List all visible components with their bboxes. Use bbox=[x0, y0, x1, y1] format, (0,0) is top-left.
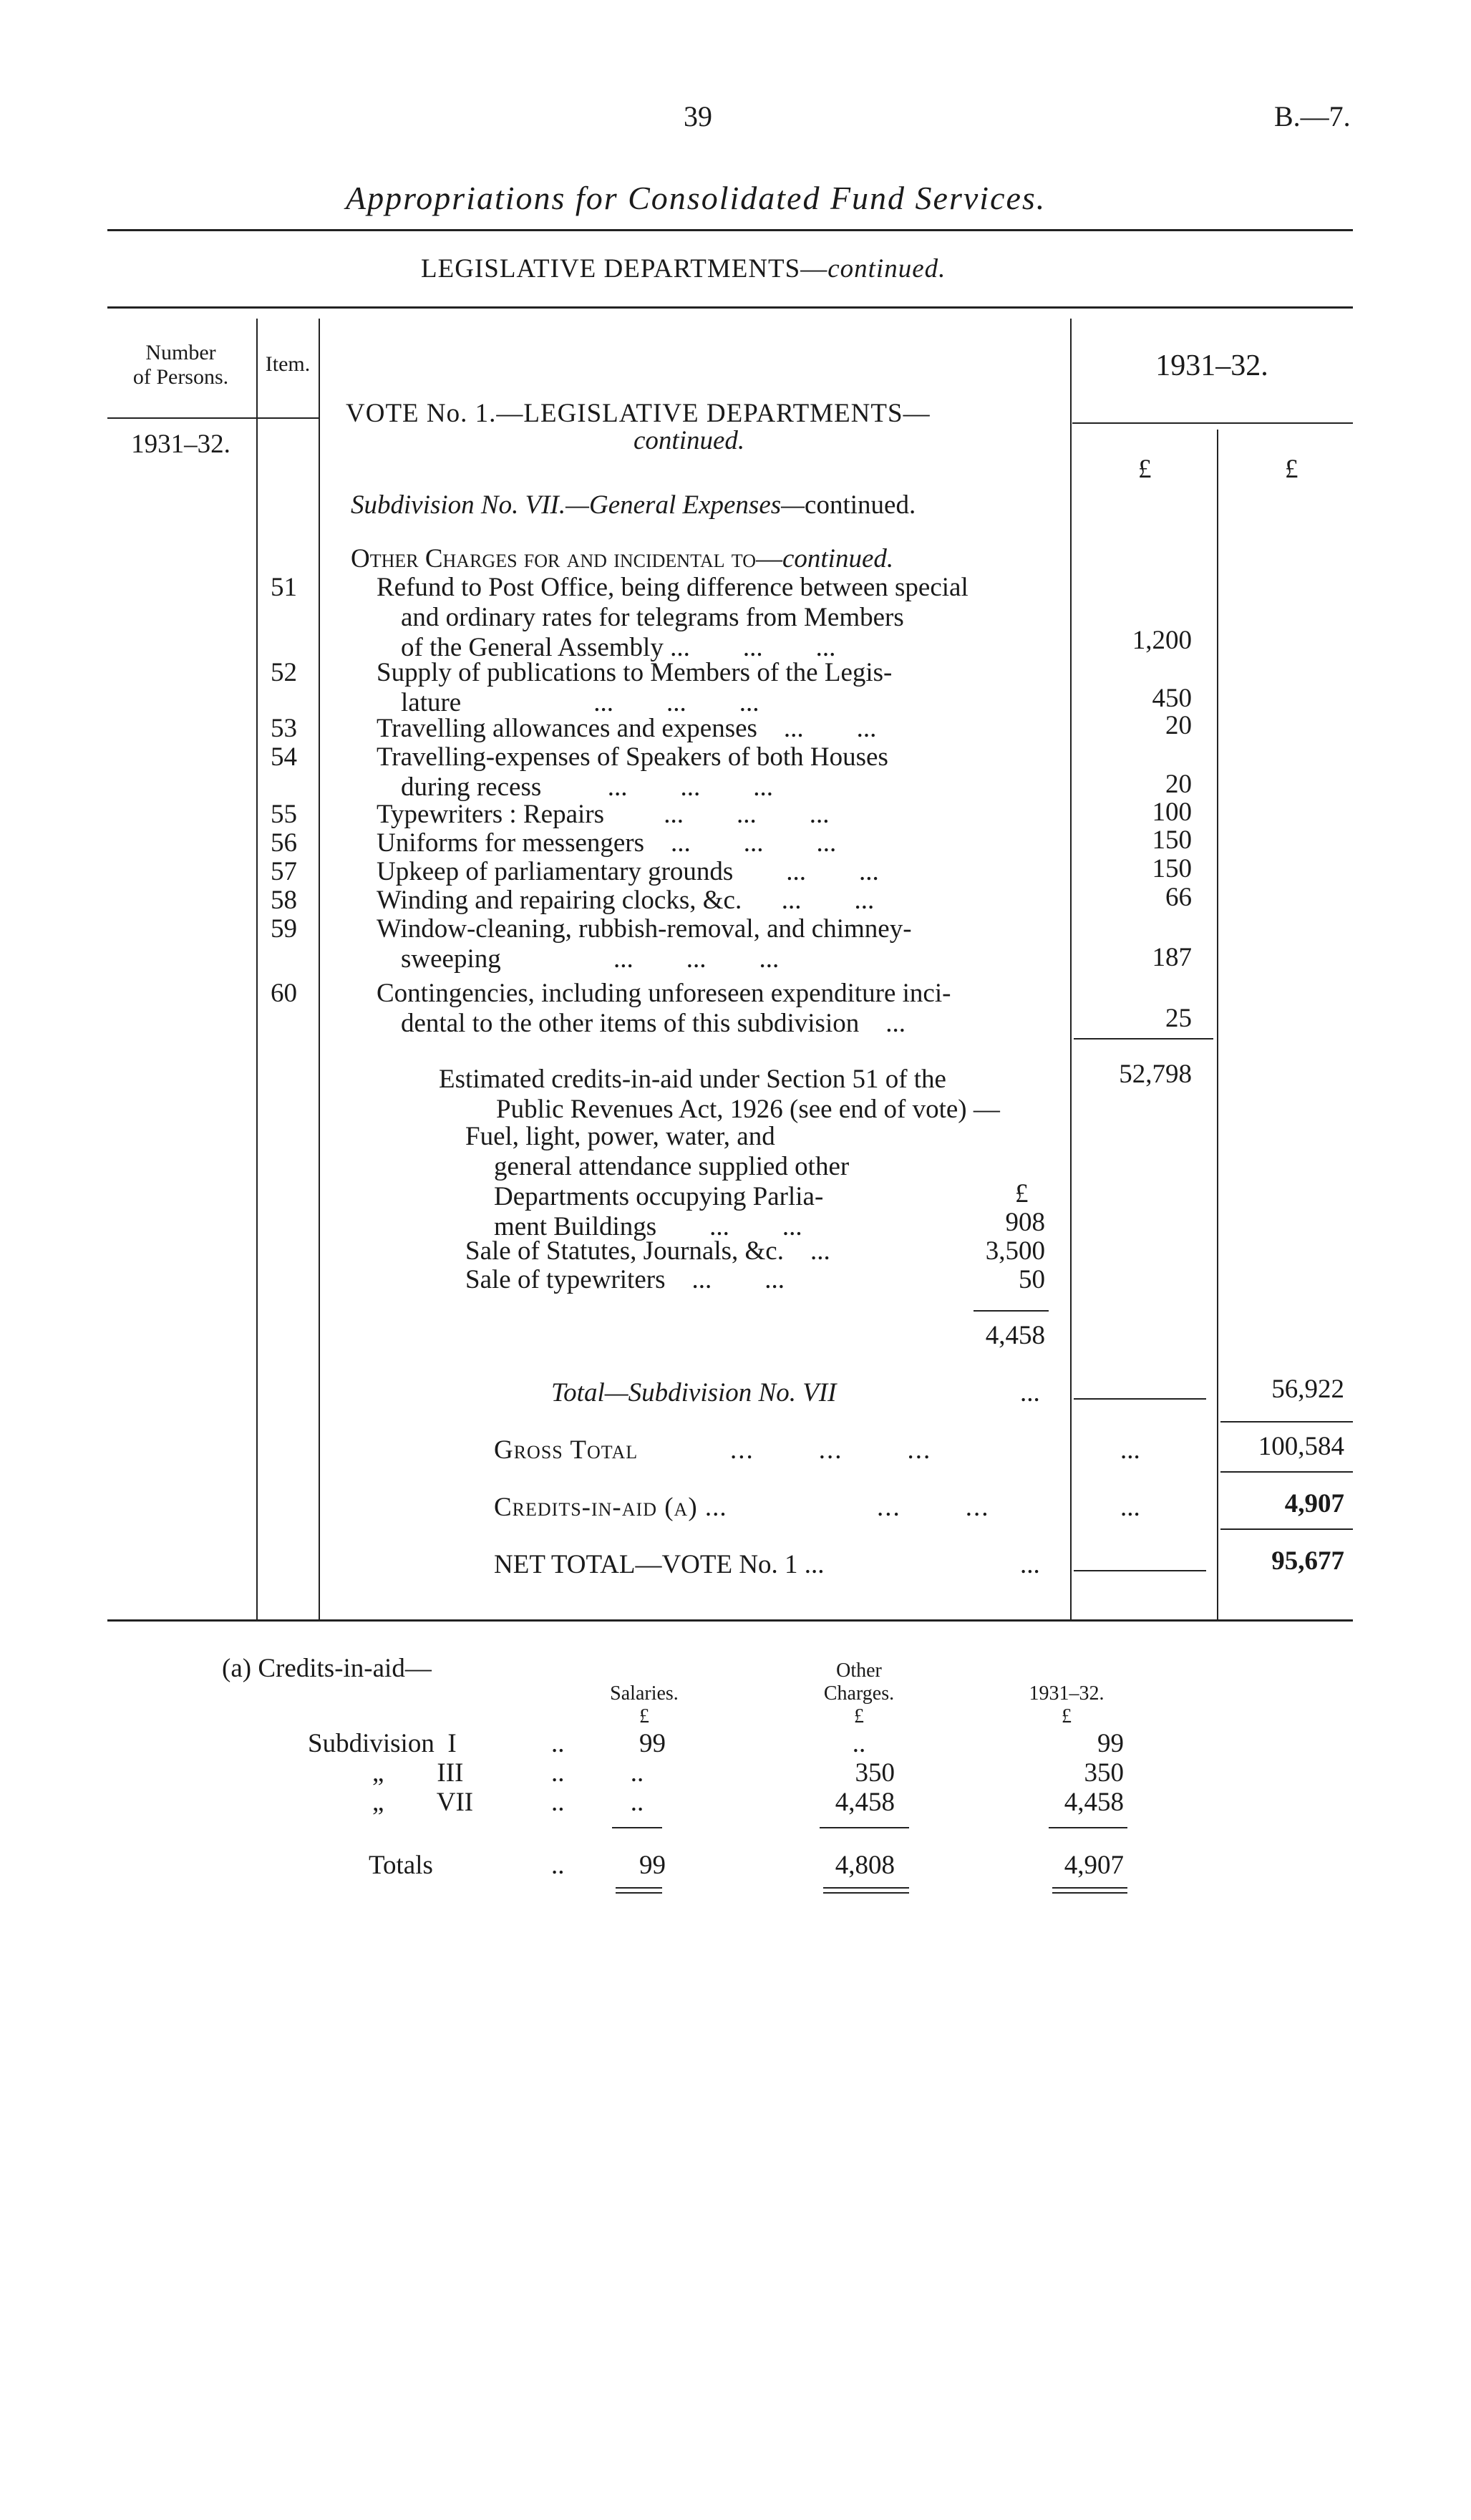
footnote-row-sep: .. bbox=[551, 1758, 565, 1788]
footnote-col-other: Other Charges. bbox=[823, 1659, 895, 1705]
item-description: Winding and repairing clocks, &c. ... ... bbox=[377, 886, 875, 915]
page-number: 39 bbox=[684, 100, 712, 132]
footnote-row-sep: .. bbox=[551, 1788, 565, 1817]
footnote-row-label: Subdivision I bbox=[308, 1729, 457, 1758]
col-divider-item bbox=[319, 319, 320, 1622]
year-left: 1931–32. bbox=[131, 430, 230, 459]
dots: ... bbox=[1120, 1493, 1140, 1522]
item-description: Window-cleaning, rubbish-removal, and chimney- sweeping ... ... ... bbox=[377, 914, 912, 974]
item-header: Item. bbox=[265, 352, 311, 376]
statutes-description: Sale of Statutes, Journals, &c. ... bbox=[465, 1236, 830, 1266]
pound-col1: £ bbox=[1138, 455, 1152, 484]
footnote-totals-other: 4,808 bbox=[835, 1851, 895, 1880]
credits-pound: £ bbox=[1015, 1179, 1029, 1208]
rule-top bbox=[107, 229, 1353, 231]
credits-in-aid-label: Credits-in-aid (a) ... bbox=[494, 1493, 727, 1522]
gross-total-label: Gross Total bbox=[494, 1435, 639, 1465]
item-description: Contingencies, including unforeseen expenditure inci- dental to the other items of this subdivision ... bbox=[377, 979, 951, 1038]
item-number: 58 bbox=[271, 886, 297, 915]
rule-subtotal-under bbox=[1220, 1421, 1353, 1423]
rule-footnote bbox=[612, 1827, 662, 1828]
footnote-row-label: „ III bbox=[372, 1758, 464, 1788]
rule-year-header bbox=[1072, 422, 1353, 424]
item-description: Travelling allowances and expenses ... ... bbox=[377, 714, 877, 743]
rule-items-total bbox=[1074, 1038, 1213, 1040]
footnote-row-other: 350 bbox=[855, 1758, 895, 1788]
rule-gross-under bbox=[1220, 1471, 1353, 1473]
rule-double bbox=[616, 1892, 662, 1894]
year-header: 1931–32. bbox=[1155, 349, 1268, 382]
item-number: 54 bbox=[271, 742, 297, 772]
dots: ... bbox=[1020, 1550, 1040, 1579]
item-number: 59 bbox=[271, 914, 297, 944]
col-divider-persons bbox=[256, 319, 258, 1622]
footnote-row-label: „ VII bbox=[372, 1788, 474, 1817]
footnote-row-other: .. bbox=[852, 1729, 866, 1758]
net-total-label: NET TOTAL—VOTE No. 1 ... bbox=[494, 1550, 825, 1579]
credits-in-aid-amount: 4,907 bbox=[1284, 1489, 1344, 1518]
rule-double bbox=[616, 1887, 662, 1889]
item-number: 52 bbox=[271, 658, 297, 687]
item-amount: 100 bbox=[1152, 798, 1192, 827]
footnote-totals-sep: .. bbox=[551, 1851, 565, 1880]
typewriters-amount: 50 bbox=[1019, 1265, 1045, 1294]
item-amount: 25 bbox=[1165, 1004, 1192, 1033]
footnote-row-other: 4,458 bbox=[835, 1788, 895, 1817]
footnote-col-year: 1931–32. bbox=[1029, 1682, 1105, 1705]
gross-total-amount: 100,584 bbox=[1258, 1432, 1344, 1461]
item-number: 60 bbox=[271, 979, 297, 1008]
fuel-description: Fuel, light, power, water, and general attendance supplied other Departments occupying Parlia- ment Buildings ... ... bbox=[465, 1122, 850, 1241]
footnote-col-salaries: Salaries. bbox=[610, 1682, 679, 1705]
footnote-totals-salaries: 99 bbox=[639, 1851, 666, 1880]
rule-double bbox=[1052, 1892, 1127, 1894]
credits-column-total: 52,798 bbox=[1119, 1060, 1192, 1089]
vote-title: VOTE No. 1.—LEGISLATIVE DEPARTMENTS— bbox=[346, 399, 931, 428]
rule-persons-header bbox=[107, 417, 319, 419]
pound-col2: £ bbox=[1285, 455, 1298, 484]
vote-title-cont: continued. bbox=[633, 426, 745, 455]
credits-estimate-text: Estimated credits-in-aid under Section 51 of the Public Revenues Act, 1926 (see end of vote) — bbox=[439, 1065, 1000, 1124]
fuel-amount: 908 bbox=[1005, 1208, 1045, 1237]
footnote-row-salaries: .. bbox=[630, 1788, 644, 1817]
item-number: 53 bbox=[271, 714, 297, 743]
rule-double bbox=[1052, 1887, 1127, 1889]
dots: ... bbox=[1020, 1378, 1040, 1407]
footnote-pound: £ bbox=[854, 1705, 864, 1727]
item-description: Supply of publications to Members of the Legis- lature ... ... ... bbox=[377, 658, 893, 717]
document-code: B.—7. bbox=[1274, 100, 1351, 132]
statutes-amount: 3,500 bbox=[985, 1236, 1045, 1266]
footnote-row-year: 99 bbox=[1097, 1729, 1124, 1758]
item-amount: 150 bbox=[1152, 854, 1192, 883]
item-amount: 1,200 bbox=[1132, 626, 1192, 655]
footnote-row-salaries: .. bbox=[630, 1758, 644, 1788]
rule-footnote bbox=[1049, 1827, 1127, 1828]
item-description: Travelling-expenses of Speakers of both Houses during recess ... ... ... bbox=[377, 742, 888, 802]
rule-table-top bbox=[107, 306, 1353, 309]
item-number: 57 bbox=[271, 857, 297, 886]
item-amount: 187 bbox=[1152, 943, 1192, 972]
item-amount: 66 bbox=[1165, 883, 1192, 912]
persons-header: Number of Persons. bbox=[132, 341, 229, 389]
page-title: Appropriations for Consolidated Fund Services. bbox=[346, 180, 1047, 216]
rule-double bbox=[823, 1892, 909, 1894]
rule-double bbox=[823, 1887, 909, 1889]
footnote-row-salaries: 99 bbox=[639, 1729, 666, 1758]
footnote-row-year: 350 bbox=[1084, 1758, 1124, 1788]
col-divider-amount2 bbox=[1217, 430, 1218, 1622]
dots-leader: ... ... ... bbox=[730, 1435, 932, 1465]
subdivision-total-amount: 56,922 bbox=[1271, 1375, 1344, 1404]
rule-footnote bbox=[820, 1827, 909, 1828]
footnote-pound: £ bbox=[639, 1705, 649, 1727]
item-amount: 450 bbox=[1152, 684, 1192, 713]
typewriters-description: Sale of typewriters ... ... bbox=[465, 1265, 785, 1294]
section-heading: LEGISLATIVE DEPARTMENTS—continued. bbox=[421, 254, 946, 284]
subdivision-heading: Subdivision No. VII.—General Expenses—continued. bbox=[351, 490, 916, 520]
footnote-pound: £ bbox=[1062, 1705, 1072, 1727]
item-number: 51 bbox=[271, 573, 297, 602]
rule-net-dash bbox=[1074, 1570, 1206, 1571]
item-description: Upkeep of parliamentary grounds ... ... bbox=[377, 857, 879, 886]
net-total-amount: 95,677 bbox=[1271, 1546, 1344, 1576]
footnote-row-year: 4,458 bbox=[1064, 1788, 1124, 1817]
col-divider-amount1 bbox=[1070, 319, 1072, 1622]
rule-credits-subtotal bbox=[974, 1310, 1049, 1312]
dots-leader: ... ... bbox=[877, 1493, 990, 1522]
item-description: Uniforms for messengers ... ... ... bbox=[377, 828, 837, 858]
footnote-totals-label: Totals bbox=[369, 1851, 433, 1880]
rule-subtotal-dash bbox=[1074, 1398, 1206, 1400]
item-number: 56 bbox=[271, 828, 297, 858]
item-description: Typewriters : Repairs ... ... ... bbox=[377, 800, 830, 829]
item-number: 55 bbox=[271, 800, 297, 829]
item-amount: 150 bbox=[1152, 825, 1192, 855]
subdivision-total-label: Total—Subdivision No. VII bbox=[551, 1378, 837, 1407]
footnote-totals-year: 4,907 bbox=[1064, 1851, 1124, 1880]
item-amount: 20 bbox=[1165, 711, 1192, 740]
item-description: Refund to Post Office, being difference between special and ordinary rates for telegrams from Members of the General Assembly ... ... ... bbox=[377, 573, 968, 662]
rule-credits-under bbox=[1220, 1528, 1353, 1530]
item-amount: 20 bbox=[1165, 770, 1192, 799]
footnote-row-sep: .. bbox=[551, 1729, 565, 1758]
footnote-title: (a) Credits-in-aid— bbox=[222, 1654, 432, 1683]
other-charges-heading: Other Charges for and incidental to—continued. bbox=[351, 544, 894, 573]
dots: ... bbox=[1120, 1435, 1140, 1465]
rule-table-bottom bbox=[107, 1619, 1353, 1622]
credits-subtotal: 4,458 bbox=[985, 1321, 1045, 1350]
